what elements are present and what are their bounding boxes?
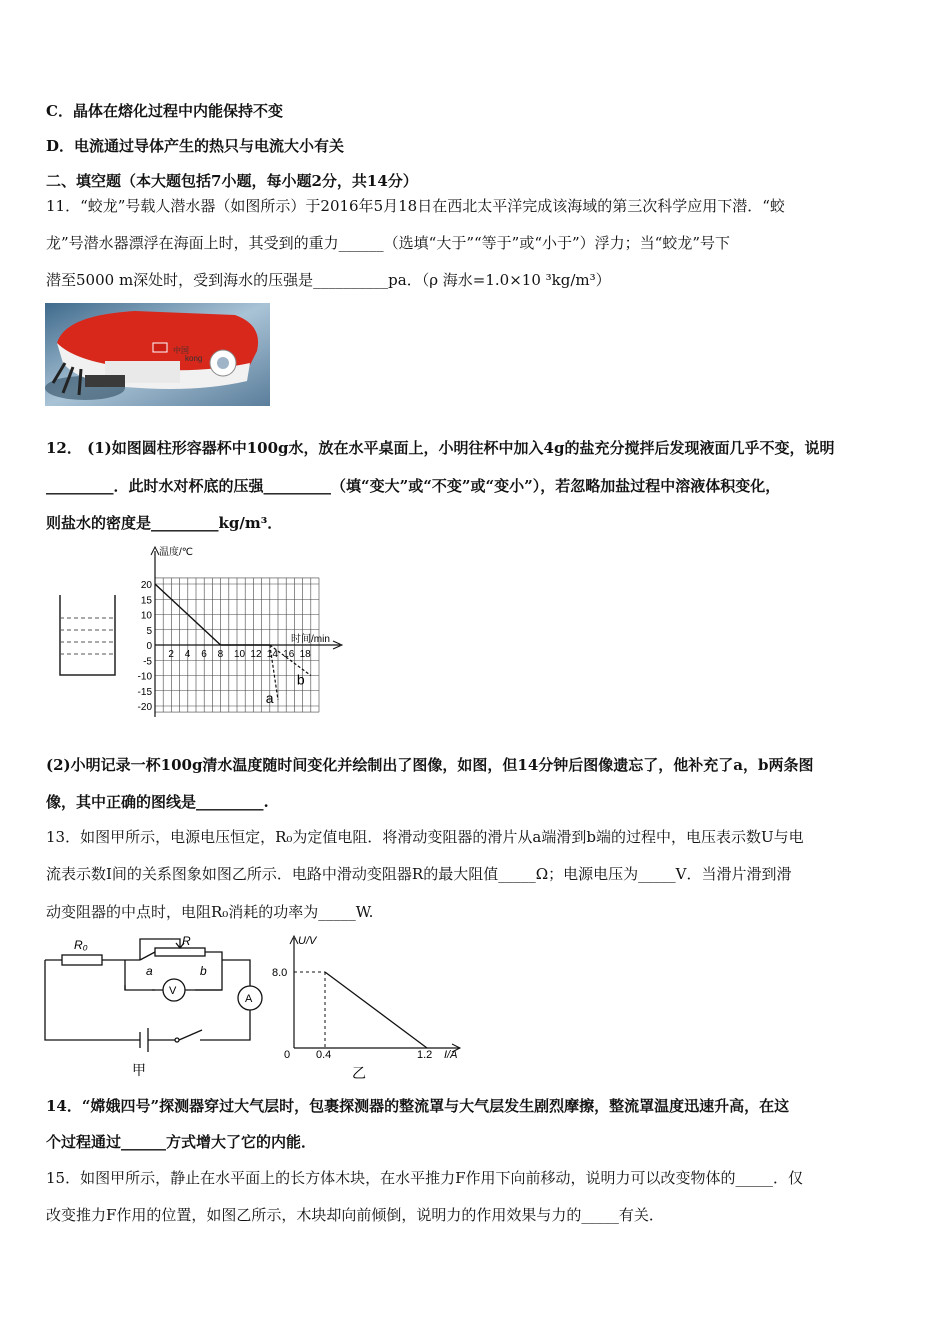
origin-label: 0 [284,1049,291,1061]
temperature-chart [125,543,355,723]
section-heading: 二、填空题（本大题包括7小题，每小题2分，共14分） [46,172,418,190]
ui-chart [270,930,480,1085]
ui-line [325,972,427,1048]
r0-label: R₀ [74,938,88,952]
i-tick-04: 0.4 [316,1049,332,1061]
rheostat [155,948,205,956]
q14-line1: 14．“嫦娥四号”探测器穿过大气层时，包裹探测器的整流罩与大气层发生剧烈摩擦，整流罩温度迅速升高，在这 [46,1097,790,1115]
y-tick-label: 5 [146,625,152,637]
q14-line2: 个过程通过______方式增大了它的内能． [46,1133,317,1151]
i-axis-label: I/A [444,1049,458,1061]
x-tick-label: 18 [299,649,311,660]
q15-line1: 15．如图甲所示，静止在水平面上的长方体木块，在水平推力F作用下向前移动，说明力可以改变物体的_____．仅 [46,1169,803,1187]
x-tick-label: 8 [217,649,224,660]
q12-line2: _________．此时水对杯底的压强_________（填“变大”或“不变”或“变小”），若忽略加盐过程中溶液体积变化， [46,477,781,495]
option-d: D．电流通过导体产生的热只与电流大小有关 [46,137,345,155]
q13-line3: 动变阻器的中点时，电阻R₀消耗的功率为_____W. [46,903,374,921]
flag-icon [153,343,167,352]
y-tick-label: -20 [137,702,152,713]
option-c: C．晶体在熔化过程中内能保持不变 [46,102,283,120]
x-tick-label: 12 [250,649,262,660]
flag-text: 中国 [173,346,189,355]
r-label: R [182,934,191,948]
a-label: a [146,964,153,978]
y-tick-label: -5 [143,656,152,668]
cup-figure [55,590,120,680]
submersible-image [45,303,270,406]
q15-line2: 改变推力F作用的位置，如图乙所示，木块却向前倾倒，说明力的作用效果与力的_____有关． [46,1206,664,1224]
q13-line1: 13．如图甲所示，电源电压恒定，R₀为定值电阻．将滑动变阻器的滑片从a端滑到b端的过程中，电压表示数U与电 [46,828,804,846]
circuit-caption: 甲 [132,1062,146,1078]
y-tick-label: -10 [137,671,152,683]
circuit-diagram [40,930,275,1085]
q11-line2: 龙”号潜水器漂浮在海面上时，其受到的重力______（选填“大于”“等于”或“小于”）浮力；当“蛟龙”号下 [46,234,731,252]
x-tick-label: 4 [184,649,191,660]
x-tick-label: 10 [234,649,246,660]
line-a-label: a [265,689,274,706]
u-tick-8: 8.0 [272,967,288,979]
x-tick-label: 2 [168,649,174,660]
q12-part2-line2: 像，其中正确的图线是_________. [46,793,269,811]
y-tick-label: 0 [146,641,152,652]
y-tick-label: 10 [140,610,152,622]
q12-part2-line1: (2)小明记录一杯100g清水温度随时间变化并绘制出了图像，如图，但14分钟后图像遗忘了，他补充了a，b两条图 [46,756,814,774]
r0-resistor [62,955,102,965]
ui-chart-caption: 乙 [352,1065,366,1081]
q11-line3: 潜至5000 m深处时，受到海水的压强是__________pa．（ρ 海水=1.0×10 ³kg/m³） [46,271,611,289]
q12-line3: 则盐水的密度是_________kg/m³． [46,514,283,532]
b-label: b [200,964,207,978]
voltmeter-label: V [169,985,177,997]
ammeter-label: A [245,993,253,1005]
x-tick-label: 6 [201,649,207,660]
line-b-label: b [296,671,305,688]
q12-line1: 12． (1)如图圆柱形容器杯中100g水，放在水平桌面上，小明往杯中加入4g的盐充分搅拌后发现液面几乎不变，说明 [46,439,835,457]
q13-line2: 流表示数I间的关系图象如图乙所示．电路中滑动变阻器R的最大阻值_____Ω；电源电压为_____V．当滑片滑到滑 [46,865,792,883]
x-tick-label: 14 [266,649,278,660]
x-tick-label: 16 [283,649,295,660]
y-tick-label: -15 [137,686,152,698]
y-tick-label: 15 [140,595,152,607]
i-tick-12: 1.2 [417,1049,433,1061]
q11-line1: 11．“蛟龙”号载人潜水器（如图所示）于2016年5月18日在西北太平洋完成该海域的第三次科学应用下潜．“蛟 [46,197,785,215]
battery [140,1028,148,1052]
x-axis-label: 时间/min [291,634,330,645]
y-tick-label: 20 [140,580,152,591]
y-axis-label: 温度/℃ [159,547,194,558]
u-axis-label: U/V [298,935,317,947]
hull-label: kong [185,354,203,363]
